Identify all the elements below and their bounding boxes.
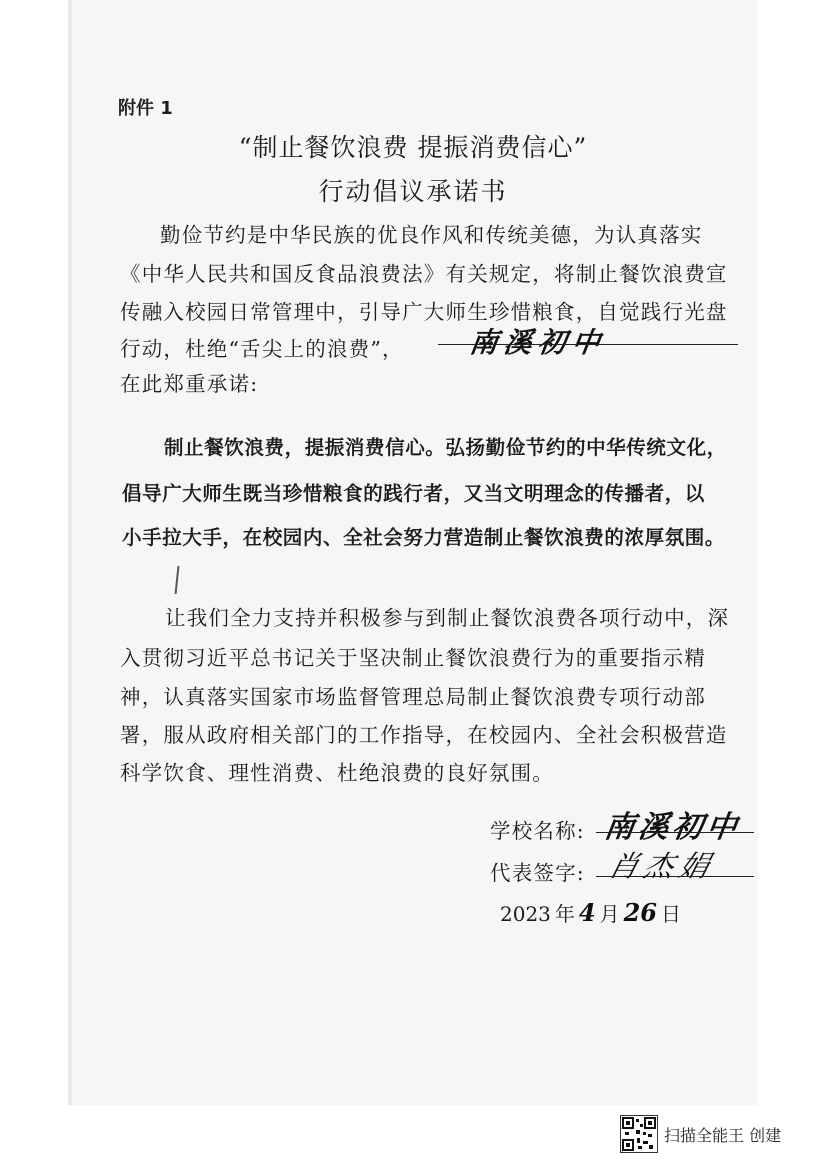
intro-line-5: 在此郑重承诺: — [120, 372, 259, 396]
commitment-line-2: 倡导广大师生既当珍惜粮食的践行者，又当文明理念的传播者，以 — [122, 482, 705, 505]
closing-line-2: 入贯彻习近平总书记关于坚决制止餐饮浪费行为的重要指示精 — [120, 646, 706, 670]
intro-school-underline — [438, 344, 738, 345]
date-year: 2023 — [500, 902, 551, 926]
date-year-char: 年 — [554, 902, 575, 926]
intro-school-handwriting: 南溪初中 — [467, 326, 609, 359]
intro-line-4: 行动，杜绝“舌尖上的浪费”， — [120, 337, 404, 361]
date-month-char: 月 — [599, 902, 620, 926]
date-line — [500, 898, 681, 927]
commitment-line-3: 小手拉大手，在校园内、全社会努力营造制止餐饮浪费的浓厚氛围。 — [122, 526, 726, 549]
signature-underline — [596, 876, 754, 877]
closing-line-5: 科学饮食、理性消费、杜绝浪费的良好氛围。 — [120, 761, 554, 785]
intro-line-2: 《中华人民共和国反食品浪费法》有关规定，将制止餐饮浪费宣 — [120, 262, 728, 286]
date-month-handwriting: 4 — [578, 898, 596, 927]
attachment-label: 附件 1 — [118, 98, 173, 119]
signature-handwriting: 肖杰娟 — [605, 849, 719, 883]
document-title-line2: 行动倡议承诺书 — [318, 177, 508, 206]
school-name-handwriting: 南溪初中 — [602, 810, 743, 845]
intro-line-1: 勤俭节约是中华民族的优良作风和传统美德，为认真落实 — [160, 223, 703, 247]
document-page — [68, 0, 758, 1105]
document-title-line1: “制止餐饮浪费 提振消费信心” — [238, 133, 588, 162]
closing-line-3: 神，认真落实国家市场监督管理总局制止餐饮浪费专项行动部 — [120, 685, 706, 709]
school-name-underline — [596, 832, 754, 833]
qr-code-icon — [620, 1115, 658, 1153]
signature-label: 代表签字: — [490, 861, 585, 885]
school-name-label: 学校名称: — [490, 819, 585, 843]
closing-line-1: 让我们全力支持并积极参与到制止餐饮浪费各项行动中，深 — [165, 606, 730, 630]
scanner-watermark — [620, 1115, 781, 1153]
footer-text: 扫描全能王 创建 — [664, 1125, 782, 1145]
date-day-handwriting: 26 — [623, 898, 658, 927]
commitment-line-1: 制止餐饮浪费，提振消费信心。弘扬勤俭节约的中华传统文化， — [164, 436, 727, 459]
date-day-char: 日 — [661, 902, 682, 926]
intro-line-3: 传融入校园日常管理中，引导广大师生珍惜粮食，自觉践行光盘 — [120, 300, 728, 324]
shadow-edge — [68, 0, 72, 1105]
closing-line-4: 署，服从政府相关部门的工作指导，在校园内、全社会积极营造 — [120, 723, 728, 747]
